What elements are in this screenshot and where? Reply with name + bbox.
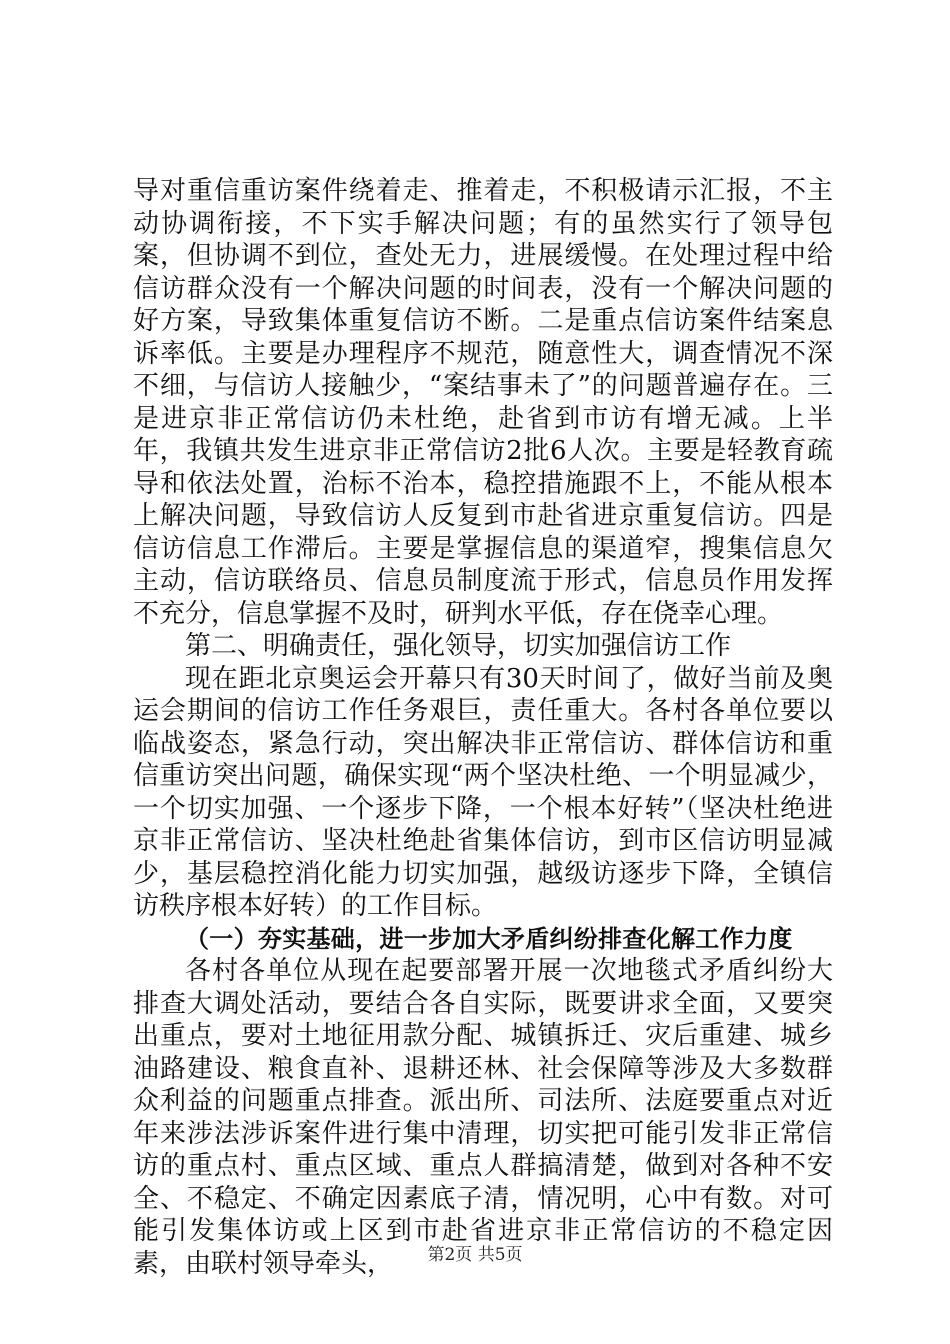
subsection-heading-1: （一）夯实基础，进一步加大矛盾纠纷排查化解工作力度 [185,924,793,953]
paragraph-5: 各村各单位从现在起要部署开展一次地毯式矛盾纠纷大排查大调处活动，要结合各自实际，既要讲求全面，又要突出重点，要对土地征用款分配、城镇拆迁、灾后重建、城乡油路建设、粮食直补、退耕还林、社会保障等涉及大多数群众利益的问题重点排查。派出所、司法所、法庭要重点对近年来涉法涉诉案件进行集中清理，切实把可能引发非正常信访的重点村、重点区域、重点人群搞清楚，做到对各种不安全、不稳定、不确定因素底子清，情况明，心中有数。对可能引发集体访或上区到市赴省进京非正常信访的不稳定因素，由联村领导牵头， [133,956,833,1279]
section-title-2: 第二、明确责任，强化领导，切实加强信访工作 [185,631,732,661]
document-body [133,175,833,1280]
paragraph-3: 现在距北京奥运会开幕只有30天时间了，做好当前及奥运会期间的信访工作任务艰巨，责任重大。各村各单位要以临战姿态，紧急行动，突出解决非正常信访、群体信访和重信重访突出问题，确保实现“两个坚决杜绝、一个明显减少，一个切实加强、一个逐步下降，一个根本好转”（坚决杜绝进京非正常信访、坚决杜绝赴省集体信访，到市区信访明显减少，基层稳控消化能力切实加强，越级访逐步下降，全镇信访秩序根本好转）的工作目标。 [133,663,833,921]
paragraph-1: 导对重信重访案件绕着走、推着走，不积极请示汇报，不主动协调衔接，不下实手解决问题；有的虽然实行了领导包案，但协调不到位，查处无力，进展缓慢。在处理过程中给信访群众没有一个解决问题的时间表，没有一个解决问题的好方案，导致集体重复信访不断。二是重点信访案件结案息诉率低。主要是办理程序不规范，随意性大，调查情况不深不细，与信访人接触少，“案结事未了”的问题普遍存在。三是进京非正常信访仍未杜绝，赴省到市访有增无减。上半年，我镇共发生进京非正常信访2批6人次。主要是轻教育疏导和依法处置，治标不治本，稳控措施跟不上，不能从根本上解决问题，导致信访人反复到市赴省进京重复信访。四是信访信息工作滞后。主要是掌握信息的渠道窄，搜集信息欠主动，信访联络员、信息员制度流于形式，信息员作用发挥不充分，信息掌握不及时，研判水平低，存在侥幸心理。 [133,176,833,629]
page-footer: 第2页 共5页 [427,1245,523,1265]
